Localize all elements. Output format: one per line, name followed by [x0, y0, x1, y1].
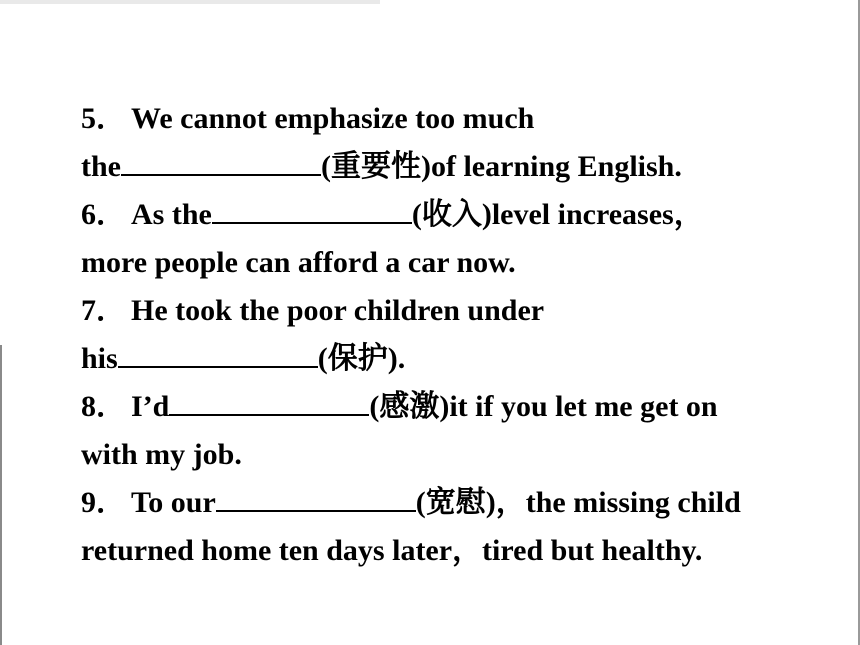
chinese-hint: (保护) — [317, 342, 398, 375]
question-number: 8． — [81, 390, 126, 423]
answer-blank — [118, 338, 318, 368]
question-text: his — [81, 342, 118, 375]
question-8-line-2 — [81, 431, 841, 479]
question-text: I’d — [131, 390, 170, 423]
answer-blank — [212, 194, 412, 224]
question-text: He took the poor children under — [131, 294, 545, 327]
exercise-text — [81, 95, 841, 575]
question-text: of learning English. — [430, 150, 682, 183]
question-text: the — [81, 150, 121, 183]
question-text: it if you let me get on — [449, 390, 718, 423]
question-9-line-1 — [81, 479, 841, 527]
question-text: . — [397, 342, 406, 375]
question-number: 7． — [81, 294, 126, 327]
question-text: level increases， — [491, 198, 704, 231]
chinese-hint: (重要性) — [321, 150, 431, 183]
question-6-line-1 — [81, 191, 841, 239]
chinese-hint: (收入) — [411, 198, 492, 231]
question-5-line-2 — [81, 143, 841, 191]
top-edge-strip — [0, 0, 380, 4]
question-text: We cannot emphasize too much — [131, 102, 535, 135]
answer-blank — [216, 482, 416, 512]
question-5-line-1 — [81, 95, 841, 143]
question-text: returned home ten days later，tired but healthy. — [81, 534, 703, 567]
question-number: 5． — [81, 102, 126, 135]
question-text: with my job. — [81, 438, 242, 471]
question-8-line-1 — [81, 383, 841, 431]
chinese-hint: (感激) — [369, 390, 450, 423]
chinese-hint: (宽慰) — [415, 486, 496, 519]
question-text: more people can afford a car now. — [81, 246, 516, 279]
question-number: 9． — [81, 486, 126, 519]
question-number: 6． — [81, 198, 126, 231]
answer-blank — [121, 146, 321, 176]
question-text: To our — [131, 486, 216, 519]
question-text: ，the missing child — [495, 486, 741, 519]
answer-blank — [169, 386, 369, 416]
left-edge-line — [0, 345, 2, 645]
question-text: As the — [131, 198, 212, 231]
question-6-line-2 — [81, 239, 841, 287]
question-7-line-1 — [81, 287, 841, 335]
question-7-line-2 — [81, 335, 841, 383]
question-9-line-2 — [81, 527, 841, 575]
